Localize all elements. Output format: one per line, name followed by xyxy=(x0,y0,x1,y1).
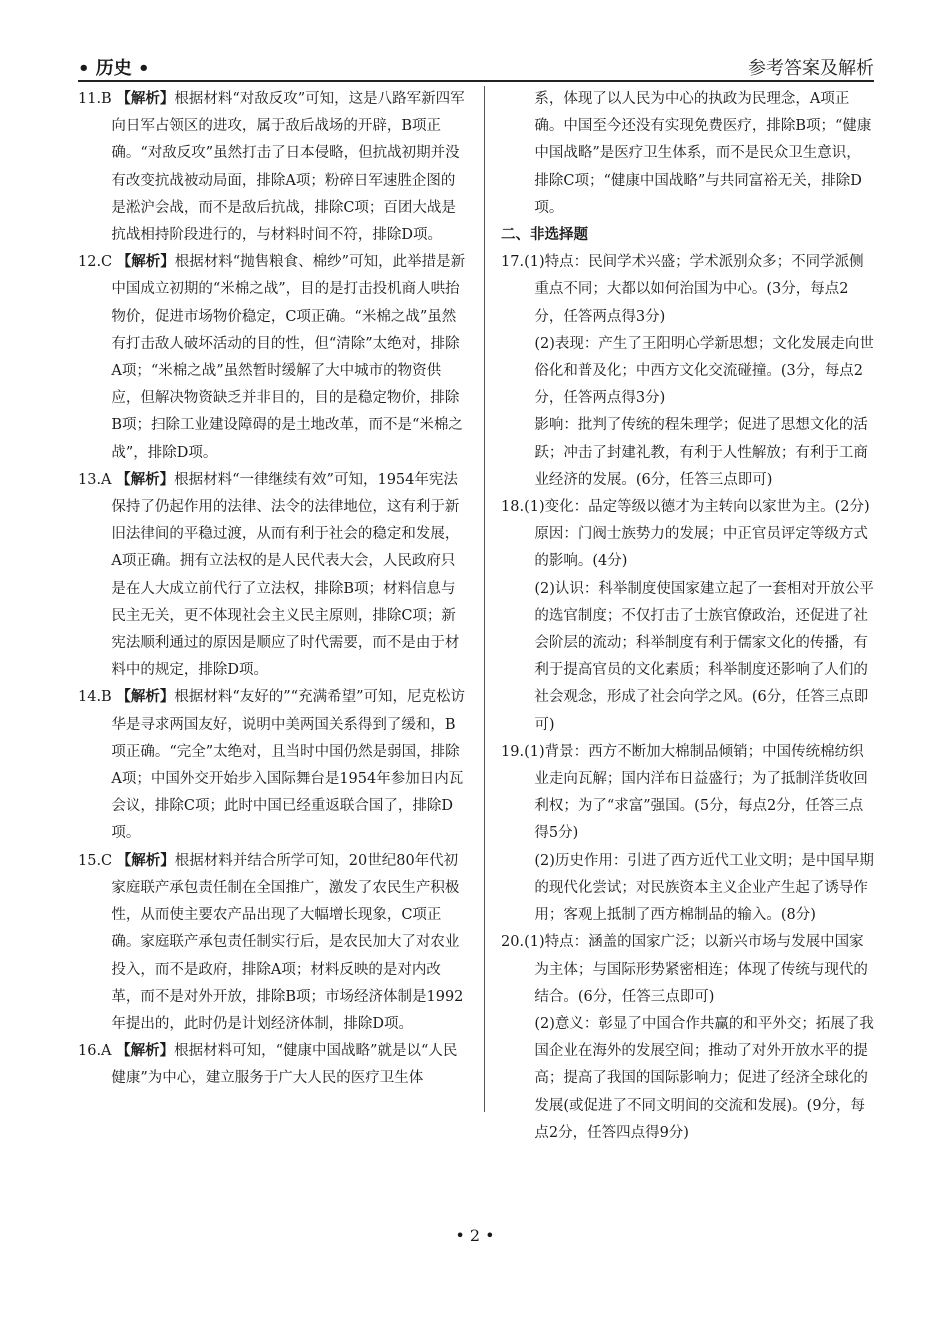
answer-item: 12.C 【解析】根据材料“抛售粮食、棉纱”可知，此举措是新中国成立初期的“米棉之战”，目的是打击投机商人哄抬物价，促进市场物价稳定，C项正确。“米棉之战”虽然有打击敌人破坏活动的目的性，但“清除”太绝对，排除A项；“米棉之战”虽然暂时缓解了大中城市的物资供应，但解决物资缺乏并非目的，目的是稳定物价，排除B项；扫除工业建设障碍的是土地改革，而不是“米棉之战”，排除D项。 xyxy=(78,254,466,461)
header-title: 参考答案及解析 xyxy=(748,58,874,79)
page-header xyxy=(78,54,874,78)
question-block: 18.(1)变化：品定等级以德才为主转向以家世为主。(2分) 原因：门阀士族势力的发展；中正官员评定等级方式的影响。(4分) (2)认识：科举制度使国家建立起了一套相对开放公平的选官制度；不仅打击了士族官僚政治，还促进了社会阶层的流动；科举制度有利于儒家文化的传播，有利于提高官员的文化素质；科举制度还影响了人们的社会观念，形成了社会向学之风。(6分，任答三点即可) xyxy=(501,499,874,733)
question-block: 20.(1)特点：涵盖的国家广泛；以新兴市场与发展中国家为主体；与国际形势紧密相连；体现了传统与现代的结合。(6分，任答三点即可) (2)意义：彰显了中国合作共赢的和平外交；拓展了我国企业在海外的发展空间；推动了对外开放水平的提高；提高了我国的国际影响力；促进了经济全球化的发展(或促进了不同文明间的交流和发展)。(9分，每点2分，任答四点得9分) xyxy=(501,934,874,1141)
right-column xyxy=(501,86,874,1147)
section-title: 二、非选择题 xyxy=(501,227,588,244)
page-number: • 2 • xyxy=(455,1226,495,1245)
continuation-text: 系，体现了以人民为中心的执政为民理念，A项正确。中国至今还没有实现免费医疗，排除B项；“健康中国战略”是医疗卫生体系，而不是民众卫生意识，排除C项；“健康中国战略”与共同富裕无关，排除D项。 xyxy=(534,91,872,216)
answer-item: 16.A 【解析】根据材料可知，“健康中国战略”就是以“人民健康”为中心，建立服务于广大人民的医疗卫生体 xyxy=(78,1043,458,1087)
answer-item: 14.B 【解析】根据材料“友好的”“充满希望”可知，尼克松访华是寻求两国友好，说明中美两国关系得到了缓和，B项正确。“完全”太绝对，且当时中国仍然是弱国，排除A项；中国外交开始步入国际舞台是1954年参加日内瓦会议，排除C项；此时中国已经重返联合国了，排除D项。 xyxy=(78,689,465,842)
subject-label: • 历史 • xyxy=(78,58,150,79)
left-column xyxy=(78,86,468,1093)
column-divider xyxy=(484,86,485,1112)
answer-item: 11.B 【解析】根据材料“对敌反攻”可知，这是八路军新四军向日军占领区的进攻，属于敌后战场的开辟，B项正确。“对敌反攻”虽然打击了日本侵略，但抗战初期并没有改变抗战被动局面，排除A项；粉碎日军速胜企图的是淞沪会战，而不是敌后抗战，排除C项；百团大战是抗战相持阶段进行的，与材料时间不符，排除D项。 xyxy=(78,91,465,244)
header-rule xyxy=(78,80,874,82)
question-block: 19.(1)背景：西方不断加大棉制品倾销；中国传统棉纺织业走向瓦解；国内洋布日益盛行；为了抵制洋货收回利权；为了“求富”强国。(5分，每点2分，任答三点得5分) (2)历史作用：引进了西方近代工业文明；是中国早期的现代化尝试；对民族资本主义企业产生起了诱导作用；客观上抵制了西方棉制品的输入。(8分) xyxy=(501,743,874,924)
answer-item: 13.A 【解析】根据材料“一律继续有效”可知，1954年宪法保持了仍起作用的法律、法令的法律地位，这有利于新旧法律间的平稳过渡，从而有利于社会的稳定和发展，A项正确。拥有立法权的是人民代表大会，人民政府只是在人大成立前代行了立法权，排除B项；材料信息与民主无关，更不体现社会主义民主原则，排除C项；新宪法顺利通过的原因是顺应了时代需要，而不是由于材料中的规定，排除D项。 xyxy=(78,471,460,679)
answer-item: 15.C 【解析】根据材料并结合所学可知，20世纪80年代初家庭联产承包责任制在全国推广，激发了农民生产积极性，从而使主要农产品出现了大幅增长现象，C项正确。家庭联产承包责任制实行后，是农民加大了对农业投入，而不是政府，排除A项；材料反映的是对内改革，而不是对外开放，排除B项；市场经济体制是1992年提出的，此时仍是计划经济体制，排除D项。 xyxy=(78,852,464,1032)
question-block: 17.(1)特点：民间学术兴盛；学术派别众多；不同学派侧重点不同；大都以如何治国为中心。(3分，每点2分，任答两点得3分) (2)表现：产生了王阳明心学新思想；文化发展走向世俗化和普及化；中西方文化交流碰撞。(3分，每点2分，任答两点得3分) 影响：批判了传统的程朱理学；促进了思想文化的活跃；冲击了封建礼教，有利于人性解放；有利于工商业经济的发展。(6分，任答三点即可) xyxy=(501,254,874,488)
